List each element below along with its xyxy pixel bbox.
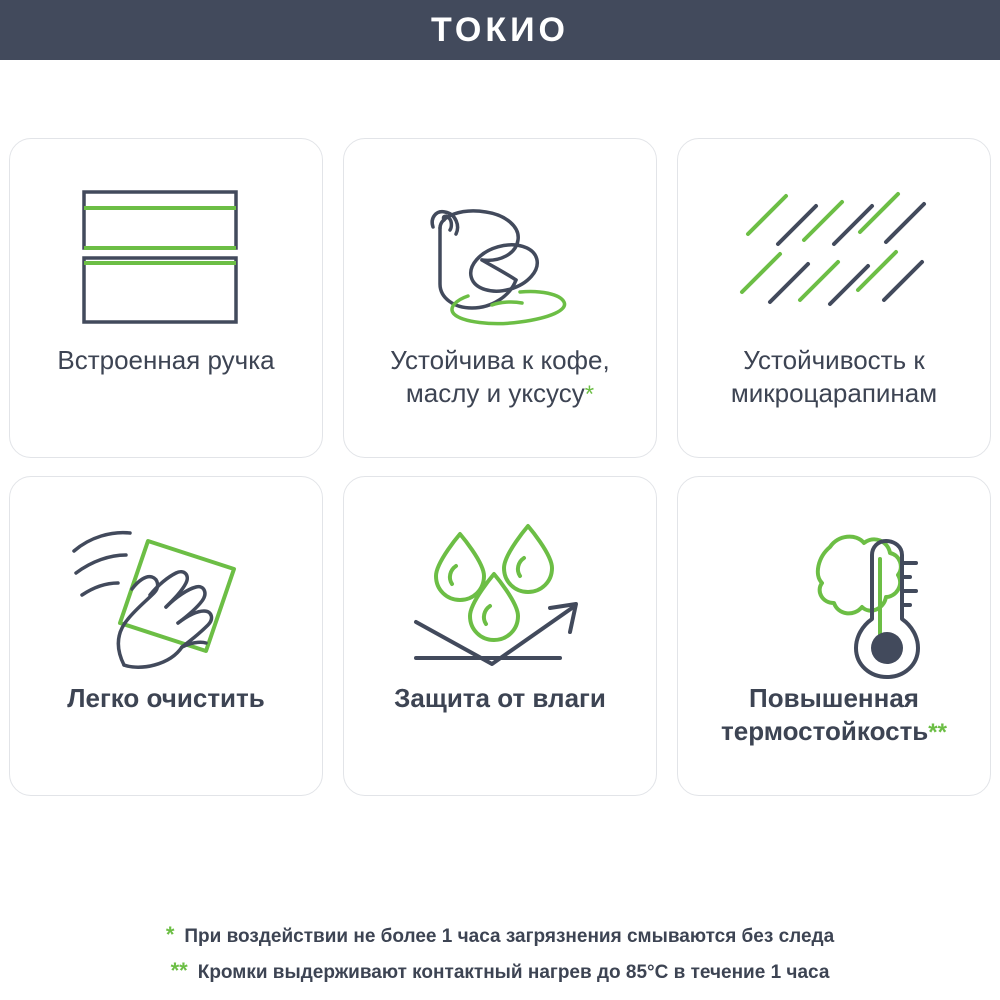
water-droplets-repel-icon — [400, 507, 600, 682]
feature-card-label — [61, 682, 271, 716]
feature-card-scratch-resistance[interactable] — [677, 138, 991, 458]
footnote-marker: ** — [170, 958, 188, 983]
page-title: ТОКИО — [430, 11, 569, 49]
footnotes — [0, 922, 1000, 984]
page-header — [0, 0, 1000, 60]
feature-card-label — [690, 344, 978, 411]
feature-card-heat-resistance[interactable] — [677, 476, 991, 796]
feature-label-star: * — [584, 381, 595, 409]
feature-card-moisture-protection[interactable] — [343, 476, 657, 796]
feature-label-text: Защита от влаги — [394, 683, 606, 713]
hand-wiping-cloth-icon — [66, 507, 266, 682]
built-in-handle-icon — [76, 169, 256, 344]
feature-card-label — [690, 682, 978, 749]
footnote-text: При воздействии не более 1 часа загрязнения смываются без следа — [184, 926, 835, 947]
scratch-lines-icon — [734, 169, 934, 344]
footnote-double-star — [171, 958, 830, 984]
feature-label-star: ** — [928, 719, 947, 747]
thermometer-heat-icon — [734, 507, 934, 682]
feature-grid — [10, 138, 990, 796]
spilled-cup-icon — [400, 169, 600, 344]
feature-label-text: Встроенная ручка — [57, 345, 275, 375]
feature-card-stain-resistance[interactable] — [343, 138, 657, 458]
feature-label-text: Повышенная термостойкость — [721, 683, 929, 747]
footnote-text: Кромки выдерживают контактный нагрев до 85°С в течение 1 часа — [197, 962, 830, 983]
feature-label-text: Легко очистить — [67, 683, 265, 713]
feature-label-text: Устойчивость к микроцарапинам — [730, 345, 938, 409]
feature-card-label — [51, 344, 280, 378]
feature-label-text: Устойчива к кофе, маслу и уксусу — [390, 345, 610, 409]
feature-card-label — [356, 344, 644, 411]
feature-card-built-in-handle[interactable] — [9, 138, 323, 458]
footnote-marker: * — [165, 922, 175, 947]
feature-card-easy-clean[interactable] — [9, 476, 323, 796]
feature-card-label — [388, 682, 612, 716]
footnote-single-star — [166, 922, 834, 948]
